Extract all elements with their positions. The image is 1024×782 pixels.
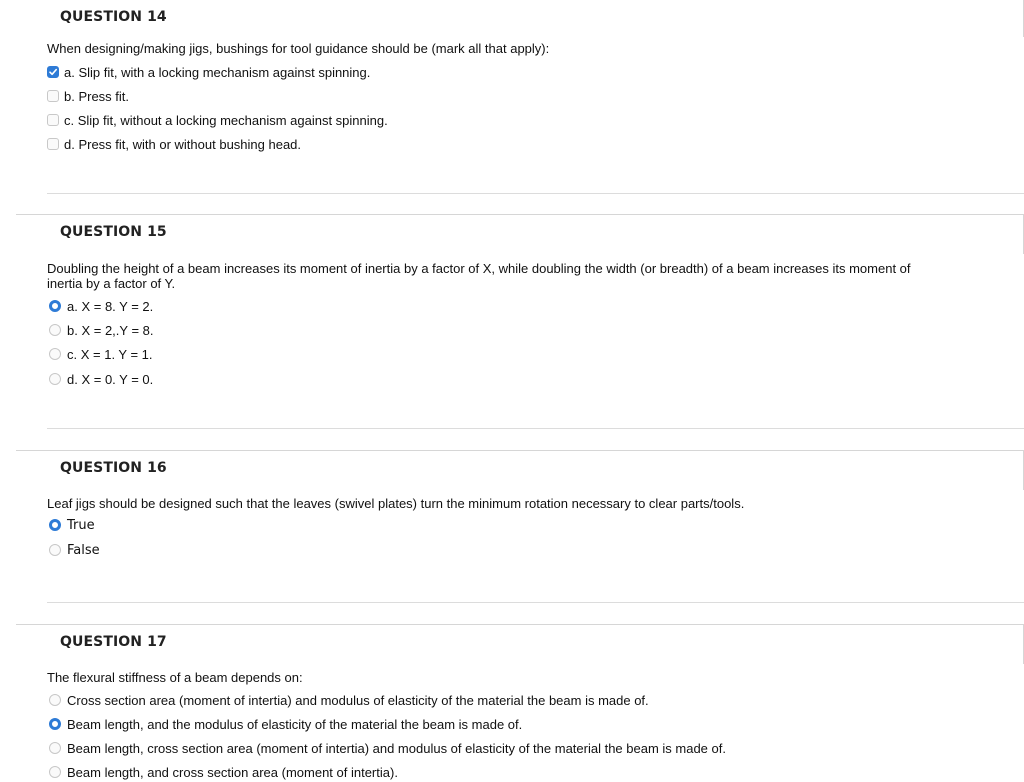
- q14-option-a[interactable]: [47, 62, 370, 82]
- question-14-title: QUESTION 14: [60, 9, 167, 25]
- question-16-header: [16, 450, 1024, 487]
- radio-icon[interactable]: [49, 742, 61, 754]
- q17-option-2-label: Beam length, and the modulus of elasticity of the material the beam is made of.: [67, 716, 523, 732]
- q16-option-true-label: True: [67, 517, 95, 533]
- question-15-header: [16, 214, 1024, 251]
- q15-option-d-label: d. X = 0. Y = 0.: [67, 371, 154, 387]
- q15-option-c-label: c. X = 1. Y = 1.: [67, 346, 153, 362]
- q17-option-4-label: Beam length, and cross section area (moment of intertia).: [67, 764, 398, 780]
- q14-option-b-label: b. Press fit.: [64, 88, 130, 104]
- q16-option-false-label: False: [67, 542, 100, 558]
- radio-selected-icon[interactable]: [49, 718, 61, 730]
- question-17-header: [16, 624, 1024, 661]
- q14-option-c-label: c. Slip fit, without a locking mechanism against spinning.: [64, 112, 388, 128]
- radio-icon[interactable]: [49, 694, 61, 706]
- q17-option-2[interactable]: [47, 714, 522, 734]
- question-15-text: Doubling the height of a beam increases its moment of inertia by a factor of X, while doubling the width (or breadth) of a beam increases its moment of inertia by a factor of Y.: [47, 261, 911, 291]
- question-divider: [47, 602, 1024, 603]
- q14-option-c[interactable]: [47, 110, 388, 130]
- q15-option-d[interactable]: [47, 369, 153, 389]
- question-15-title: QUESTION 15: [60, 224, 167, 240]
- question-17-title: QUESTION 17: [60, 634, 167, 650]
- q15-option-a-label: a. X = 8. Y = 2.: [67, 298, 154, 314]
- radio-icon[interactable]: [49, 348, 61, 360]
- q17-option-1[interactable]: [47, 690, 649, 710]
- question-divider: [47, 193, 1024, 194]
- checkbox-icon[interactable]: [47, 90, 59, 102]
- radio-icon[interactable]: [49, 324, 61, 336]
- q15-option-b-label: b. X = 2,.Y = 8.: [67, 322, 154, 338]
- q16-option-true[interactable]: [47, 515, 95, 535]
- question-17-text: The flexural stiffness of a beam depends on:: [47, 670, 303, 685]
- question-divider: [47, 428, 1024, 429]
- q14-option-d-label: d. Press fit, with or without bushing head.: [64, 136, 302, 152]
- radio-selected-icon[interactable]: [49, 519, 61, 531]
- q14-option-d[interactable]: [47, 134, 301, 154]
- q14-option-a-label: a. Slip fit, with a locking mechanism against spinning.: [64, 64, 371, 80]
- q15-option-c[interactable]: [47, 344, 153, 364]
- question-14-text: When designing/making jigs, bushings for tool guidance should be (mark all that apply):: [47, 41, 550, 56]
- checkbox-icon[interactable]: [47, 114, 59, 126]
- radio-icon[interactable]: [49, 766, 61, 778]
- q15-option-b[interactable]: [47, 320, 154, 340]
- radio-icon[interactable]: [49, 373, 61, 385]
- q17-option-4[interactable]: [47, 762, 398, 782]
- question-16-title: QUESTION 16: [60, 460, 167, 476]
- q15-option-a[interactable]: [47, 296, 153, 316]
- radio-icon[interactable]: [49, 544, 61, 556]
- question-16-text: Leaf jigs should be designed such that the leaves (swivel plates) turn the minimum rotation necessary to clear parts/tools.: [47, 496, 745, 511]
- q17-option-3-label: Beam length, cross section area (moment of intertia) and modulus of elasticity of the material the beam is made of.: [67, 740, 726, 756]
- checkbox-icon[interactable]: [47, 138, 59, 150]
- q14-option-b[interactable]: [47, 86, 129, 106]
- checkbox-checked-icon[interactable]: [47, 66, 59, 78]
- radio-selected-icon[interactable]: [49, 300, 61, 312]
- q16-option-false[interactable]: [47, 540, 100, 560]
- question-14-header: [16, 0, 1024, 37]
- q17-option-1-label: Cross section area (moment of intertia) and modulus of elasticity of the material the beam is made of.: [67, 692, 649, 708]
- q17-option-3[interactable]: [47, 738, 726, 758]
